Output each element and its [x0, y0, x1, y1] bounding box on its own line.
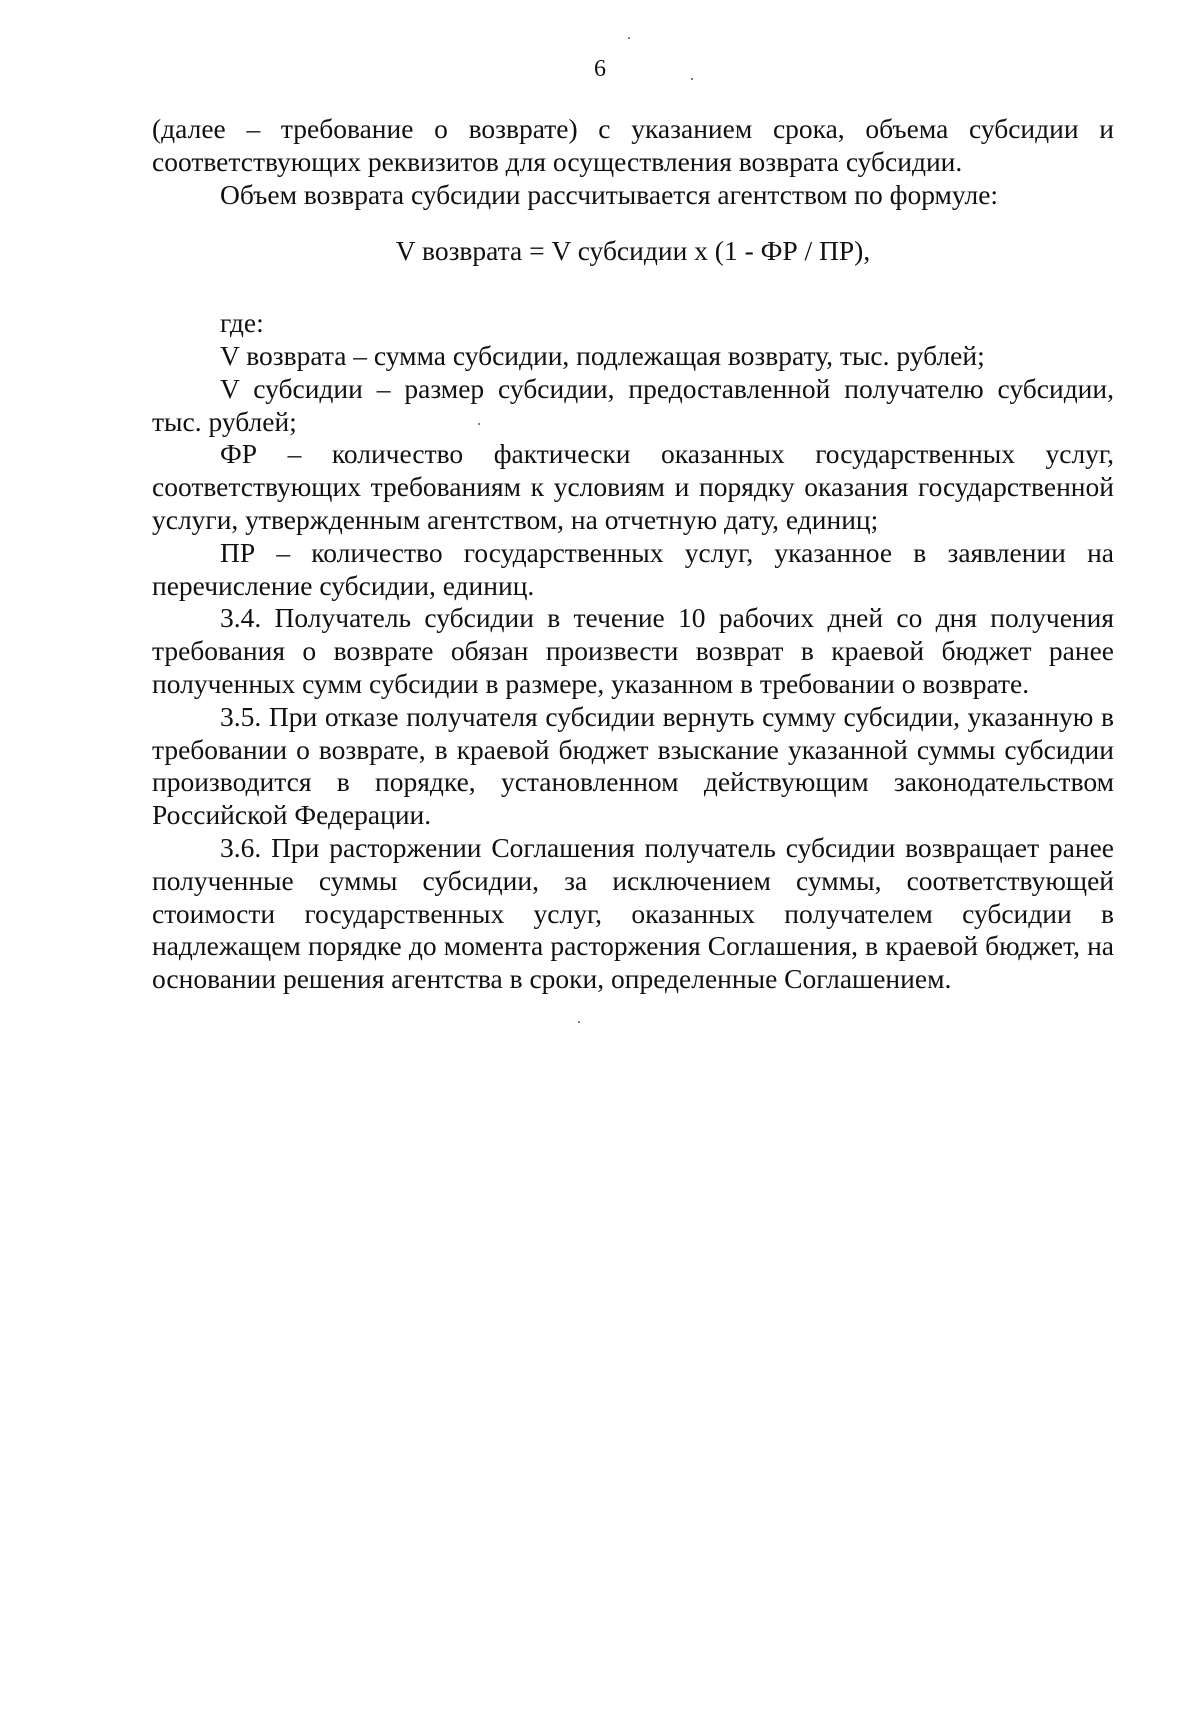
document-body [152, 113, 1114, 996]
paragraph-where: где: [220, 307, 264, 339]
definition-v-subsidy: V субсидии – размер субсидии, предоставленной получателю субсидии, тыс. рублей; [152, 372, 1114, 437]
paragraph-intro: (далее – требование о возврате) с указанием срока, объема субсидии и соответствующих реквизитов для осуществления возврата субсидии. [152, 113, 1114, 177]
definition-pr: ПР – количество государственных услуг, указанное в заявлении на перечисление субсидии, единиц. [152, 536, 1114, 601]
clause-3-6: 3.6. При расторжении Соглашения получатель субсидии возвращает ранее полученные суммы субсидии, за исключением суммы, соответствующей стоимости государственных услуг, оказанных получателем субсидии в надлежащем порядке до момента расторжения Соглашения, в краевой бюджет, на основании решения агентства в сроки, определенные Соглашением. [152, 831, 1114, 995]
clause-3-4: 3.4. Получатель субсидии в течение 10 рабочих дней со дня получения требования о возврате обязан произвести возврат в краевой бюджет ранее полученных сумм субсидии в размере, указанном в требовании о возврате. [152, 602, 1114, 699]
scan-speck [628, 37, 630, 39]
scan-speck [478, 423, 480, 425]
definition-fr: ФР – количество фактически оказанных государственных услуг, соответствующих требованиям к условиям и порядку оказания государственной услуги, утвержденным агентством, на отчетную дату, единиц; [152, 438, 1114, 535]
definition-v-return: V возврата – сумма субсидии, подлежащая возврату, тыс. рублей; [220, 339, 985, 371]
paragraph-formula-intro: Объем возврата субсидии рассчитывается агентством по формуле: [220, 178, 999, 210]
page-number: 6 [594, 56, 606, 82]
scan-speck [691, 78, 693, 80]
scan-speck [578, 1021, 580, 1023]
clause-3-5: 3.5. При отказе получателя субсидии вернуть сумму субсидии, указанную в требовании о возврате, в краевой бюджет взыскание указанной суммы субсидии производится в порядке, установленном действующим законодательством Российской Федерации. [152, 700, 1114, 831]
formula: V возврата = V субсидии х (1 - ФР / ПР), [395, 235, 871, 267]
